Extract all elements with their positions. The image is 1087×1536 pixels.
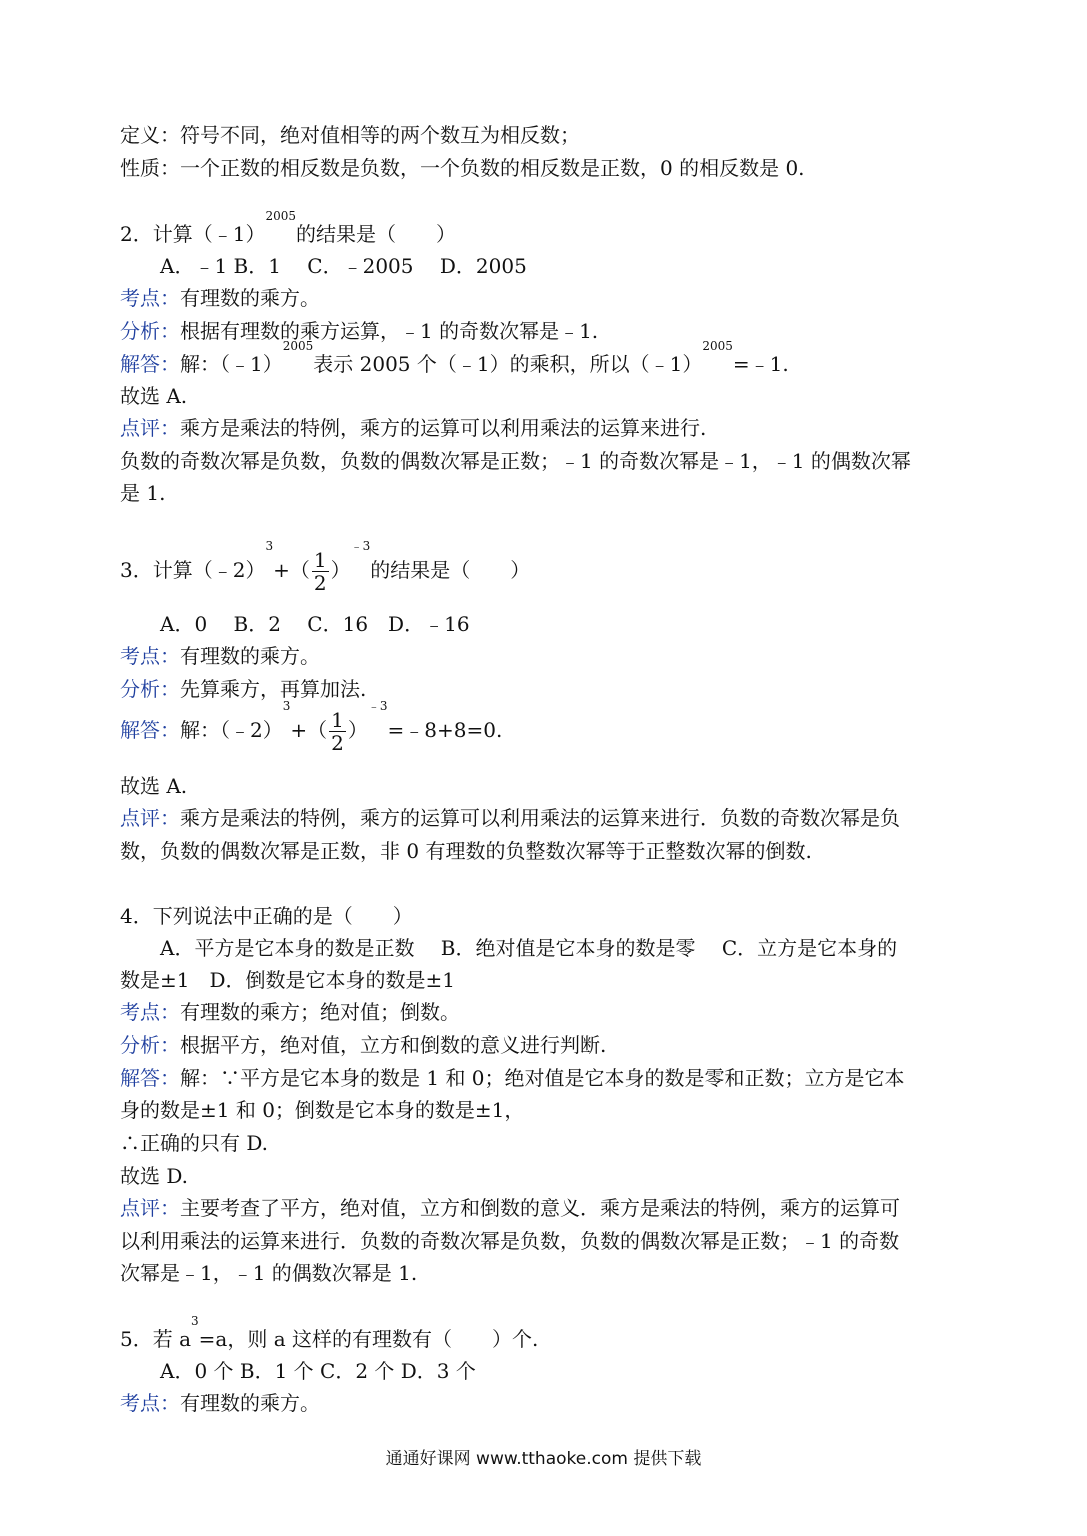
q3-options: A．0 B．2 C．16 D．﹣16 [160,612,470,636]
q5-options: A．0 个 B．1 个 C．2 个 D．3 个 [160,1359,476,1383]
q4-dianping: 点评：主要考查了平方，绝对值，立方和倒数的意义．乘方是乘法的特例，乘方的运算可 [120,1196,900,1220]
q2-options: A．﹣1 B．1 C．﹣2005 D．2005 [160,254,527,278]
q4-options-1: A．平方是它本身的数是正数 B．绝对值是它本身的数是零 C．立方是它本身的 [160,936,898,960]
q3-fenxi: 分析：先算乘方，再算加法. [120,677,367,701]
property-line: 性质：一个正数的相反数是负数，一个负数的相反数是正数，0 的相反数是 0. [120,156,805,180]
q4-jieda-2: 身的数是±1 和 0；倒数是它本身的数是±1， [120,1098,525,1122]
q4-jieda-3: ∴正确的只有 D. [120,1131,269,1155]
q2-stem: 2．计算（﹣1）$^{2005}$的结果是（ ） [120,209,456,246]
q4-dianping-2: 以利用乘法的运算来进行．负数的奇数次幂是负数，负数的偶数次幂是正数；﹣1 的奇数 [120,1229,900,1253]
q4-stem: 4．下列说法中正确的是（ ） [120,904,413,928]
q3-jieda-fraction: $\frac{1}{2}$ [331,708,344,755]
q2-dianping-3: 是 1. [120,481,166,505]
q2-kaodian: 考点：有理数的乘方。 [120,286,320,310]
q2-fenxi: 分析：根据有理数的乘方运算，﹣1 的奇数次幂是﹣1. [120,319,599,343]
q4-dianping-3: 次幂是﹣1，﹣1 的偶数次幂是 1. [120,1261,418,1285]
q3-stem: 3．计算（﹣2）$^3$+（ $\frac{1}{2}$ ）$^{﹣3}$的结果是（ ） [120,539,531,595]
q2-guxuan: 故选 A. [120,384,188,408]
q4-kaodian: 考点：有理数的乘方；绝对值；倒数。 [120,1000,460,1024]
q2-dianping: 点评：乘方是乘法的特例，乘方的运算可以利用乘法的运算来进行. [120,416,707,440]
q2-dianping-2: 负数的奇数次幂是负数，负数的偶数次幂是正数；﹣1 的奇数次幂是﹣1，﹣1 的偶数次幂 [120,449,911,473]
q3-dianping-2: 数，负数的偶数次幂是正数，非 0 有理数的负整数次幂等于正整数次幂的倒数. [120,839,812,863]
q5-kaodian: 考点：有理数的乘方。 [120,1391,320,1415]
q4-jieda: 解答：解：∵平方是它本身的数是 1 和 0；绝对值是它本身的数是零和正数；立方是它本 [120,1066,905,1090]
q3-fraction: $\frac{1}{2}$ [313,548,327,595]
q4-options-2: 数是±1 D．倒数是它本身的数是±1 [120,968,455,992]
q3-jieda: 解答：解：（﹣2）$^3$+（ $\frac{1}{2}$ ）$^{﹣3}$=﹣8+8=0. [120,699,503,755]
q3-guxuan: 故选 A. [120,774,188,798]
q4-guxuan: 故选 D. [120,1164,189,1188]
q2-jieda: 解答：解：（﹣1）$^{2005}$表示 2005 个（﹣1）的乘积，所以（﹣1）$^{2005}$=﹣1. [120,339,789,376]
definition-line: 定义：符号不同，绝对值相等的两个数互为相反数； [120,123,580,147]
q3-kaodian: 考点：有理数的乘方。 [120,644,320,668]
q4-fenxi: 分析：根据平方，绝对值，立方和倒数的意义进行判断. [120,1033,607,1057]
q5-stem: 5．若 $a^3=a$，则 a 这样的有理数有（ ）个. [120,1314,539,1351]
page-footer: 通通好课网 www.tthaoke.com 提供下载 [385,1449,702,1469]
q3-dianping: 点评：乘方是乘法的特例，乘方的运算可以利用乘法的运算来进行．负数的奇数次幂是负 [120,806,900,830]
